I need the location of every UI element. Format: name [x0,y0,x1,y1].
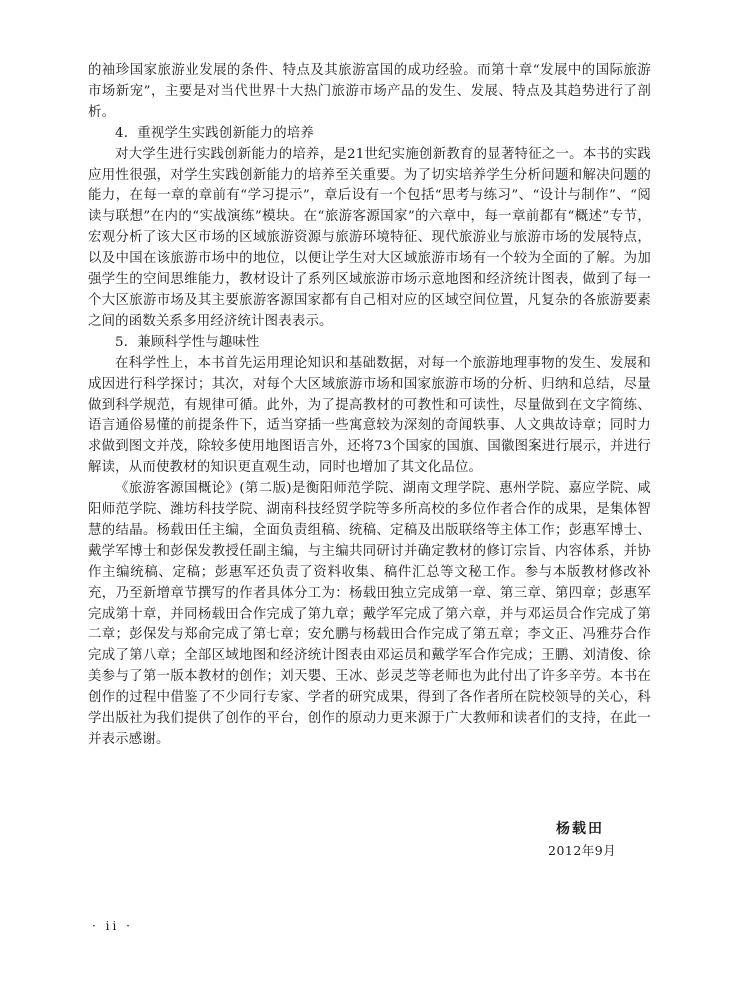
author-signature: 杨载田 [556,821,604,837]
section-heading-5: 5．兼顾科学性与趣味性 [115,334,260,350]
page-number: · ii · [92,919,133,933]
paragraph-continuation: 的袖珍国家旅游业发展的条件、特点及其旅游富国的成功经验。而第十章“发展中的国际旅游市场新宠”，主要是对当代世界十大热门旅游市场产品的发生、发展、特点及其趋势进行了剖析。 [88,63,651,120]
paragraph-practice: 对大学生进行实践创新能力的培养，是21世纪实施创新教育的显著特征之一。本书的实践应用性很强，对学生实践创新能力的培养至关重要。为了切实培养学生分析问题和解决问题的能力，在每一章的章前有“学习提示”，章后设有一个包括“思考与练习”、“设计与制作”、“阅读与联想”在内的“实战演练”模块。在“旅游客源国家”的六章中，每一章前都有“概述”专节，宏观分析了该大区市场的区域旅游资源与旅游环境特征、现代旅游业与旅游市场的发展特点，以及中国在该旅游市场中的地位，以便让学生对大区域旅游市场有一个较为全面的了解。为加强学生的空间思维能力，教材设计了系列区域旅游市场示意地图和经济统计图表，做到了每一个大区旅游市场及其主要旅游客源国家都有自己相对应的区域空间位置，凡复杂的各旅游要素之间的函数关系多用经济统计图表表示。 [88,146,651,329]
paragraph-acknowledgement: 《旅游客源国概论》(第二版)是衡阳师范学院、湖南文理学院、惠州学院、嘉应学院、咸阳师范学院、潍坊科技学院、湖南科技经贸学院等多所高校的多位作者合作的成果，是集体智慧的结晶。杨载田任主编，全面负责组稿、统稿、定稿及出版联络等主体工作；彭惠军博士、戴学军博士和彭保发教授任副主编，与主编共同研讨并确定教材的修订宗旨、内容体系，并协作主编统稿、定稿；彭惠军还负责了资料收集、稿件汇总等文秘工作。参与本版教材修改补充，乃至新增章节撰写的作者具体分工为：杨载田独立完成第一章、第三章、第四章；彭惠军完成第十章，并同杨载田合作完成了第九章；戴学军完成了第六章，并与邓运员合作完成了第二章；彭保发与郑俞完成了第七章；安允鹏与杨载田合作完成了第五章；李文正、冯雅芬合作完成了第八章；全部区域地图和经济统计图表由邓运员和戴学军合作完成；王鹏、刘清俊、徐美参与了第一版本教材的创作；刘天嬰、王冰、彭灵芝等老师也为此付出了许多辛劳。本书在创作的过程中借鉴了不少同行专家、学者的研究成果，得到了各作者所在院校领导的关心，科学出版社为我们提供了创作的平台，创作的原动力更来源于广大教师和读者们的支持，在此一并表示感谢。 [88,481,651,747]
section-heading-4: 4．重视学生实践创新能力的培养 [115,125,314,141]
body-text [88,61,651,751]
signature-date: 2012年9月 [548,843,617,858]
paragraph-science: 在科学性上，本书首先运用理论知识和基础数据，对每一个旅游地理事物的发生、发展和成因进行科学探讨；其次，对每个大区域旅游市场和国家旅游市场的分析、归纳和总结，尽量做到科学规范，有规律可循。此外，为了提高教材的可教性和可读性，尽量做到在文字简练、语言通俗易懂的前提条件下，适当穿插一些寓意较为深刻的奇闻轶事、人文典故诗章；同时力求做到图文并茂，除较多使用地图语言外，还将73个国家的国旗、国徽图案进行展示，并进行解读，从而使教材的知识更直观生动，同时也增加了其文化品位。 [88,355,651,476]
